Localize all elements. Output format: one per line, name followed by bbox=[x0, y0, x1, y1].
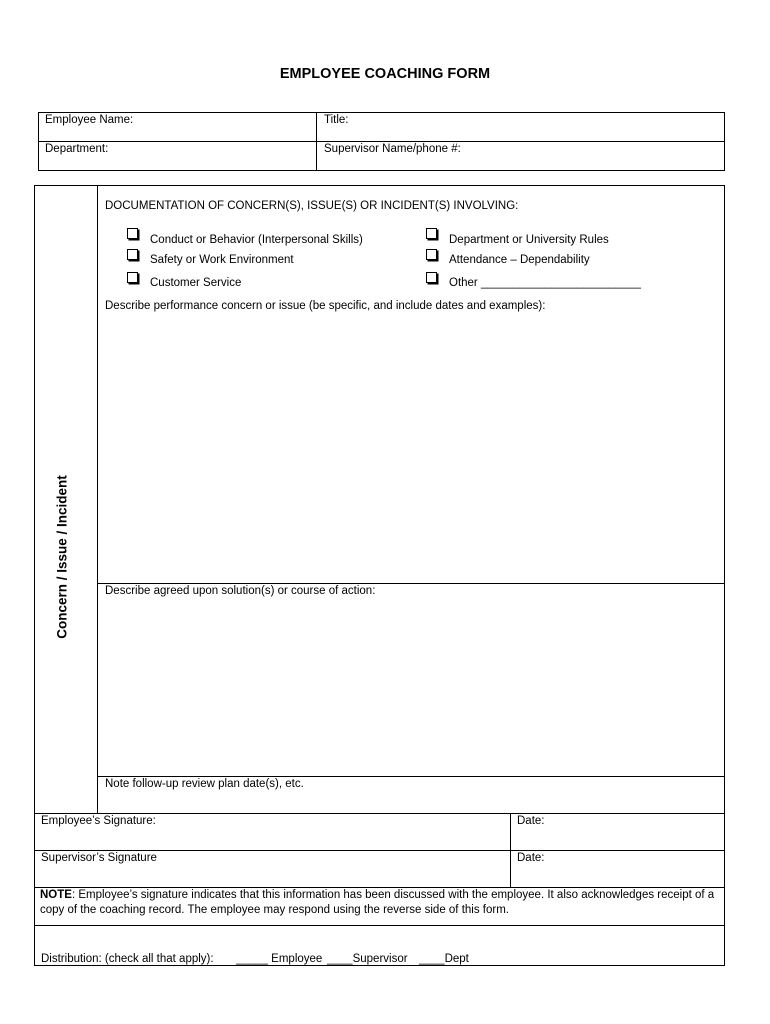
checkbox-safety[interactable] bbox=[127, 249, 138, 260]
checkbox-other[interactable] bbox=[426, 272, 437, 283]
distribution-top-divider bbox=[34, 925, 725, 926]
distribution-label: Distribution: (check all that apply): bbox=[41, 953, 214, 965]
supervisor-phone-field[interactable]: Supervisor Name/phone #: bbox=[324, 143, 461, 155]
concern-solution-divider bbox=[97, 583, 725, 584]
option-customer-label: Customer Service bbox=[150, 277, 242, 289]
employee-name-field[interactable]: Employee Name: bbox=[45, 114, 134, 126]
checkbox-conduct[interactable] bbox=[127, 228, 138, 239]
describe-solution-field[interactable]: Describe agreed upon solution(s) or course of action: bbox=[105, 585, 376, 597]
signature-middle-divider bbox=[34, 850, 725, 851]
documentation-heading: DOCUMENTATION OF CONCERN(S), ISSUE(S) OR INCIDENT(S) INVOLVING: bbox=[105, 200, 519, 212]
concern-side-label: Concern / Issue / Incident bbox=[54, 475, 70, 639]
option-other-label[interactable]: Other _________________________ bbox=[449, 277, 641, 289]
note-body: : Employee’s signature indicates that this information has been discussed with the employee. It also acknowledges receipt of a copy of the coaching record. The employee may respond using the reverse side of this form. bbox=[40, 889, 715, 916]
supervisor-signature-field[interactable]: Supervisor’s Signature bbox=[41, 852, 157, 864]
note-prefix: NOTE bbox=[40, 889, 72, 901]
distribution-dept[interactable]: ____Dept bbox=[419, 953, 469, 965]
employee-signature-field[interactable]: Employee’s Signature: bbox=[41, 815, 156, 827]
option-safety-label: Safety or Work Environment bbox=[150, 254, 294, 266]
checkbox-attendance[interactable] bbox=[426, 249, 437, 260]
header-column-divider bbox=[316, 112, 317, 171]
department-field[interactable]: Department: bbox=[45, 143, 109, 155]
option-conduct-label: Conduct or Behavior (Interpersonal Skills) bbox=[150, 234, 363, 246]
followup-field[interactable]: Note follow-up review plan date(s), etc. bbox=[105, 778, 304, 790]
form-title: EMPLOYEE COACHING FORM bbox=[279, 66, 491, 82]
supervisor-date-field[interactable]: Date: bbox=[517, 852, 545, 864]
checkbox-department-rules[interactable] bbox=[426, 228, 437, 239]
solution-followup-divider bbox=[97, 776, 725, 777]
side-column-divider bbox=[97, 185, 98, 813]
title-field[interactable]: Title: bbox=[324, 114, 349, 126]
option-department-label: Department or University Rules bbox=[449, 234, 609, 246]
option-attendance-label: Attendance – Dependability bbox=[449, 254, 590, 266]
distribution-employee[interactable]: _____ Employee bbox=[236, 953, 323, 965]
distribution-supervisor[interactable]: ____Supervisor bbox=[327, 953, 408, 965]
note-text bbox=[40, 888, 720, 918]
signature-top-divider bbox=[34, 813, 725, 814]
describe-concern-field[interactable]: Describe performance concern or issue (be specific, and include dates and examples): bbox=[105, 300, 546, 312]
employee-date-field[interactable]: Date: bbox=[517, 815, 545, 827]
checkbox-customer-service[interactable] bbox=[127, 272, 138, 283]
header-row-divider bbox=[38, 141, 725, 142]
